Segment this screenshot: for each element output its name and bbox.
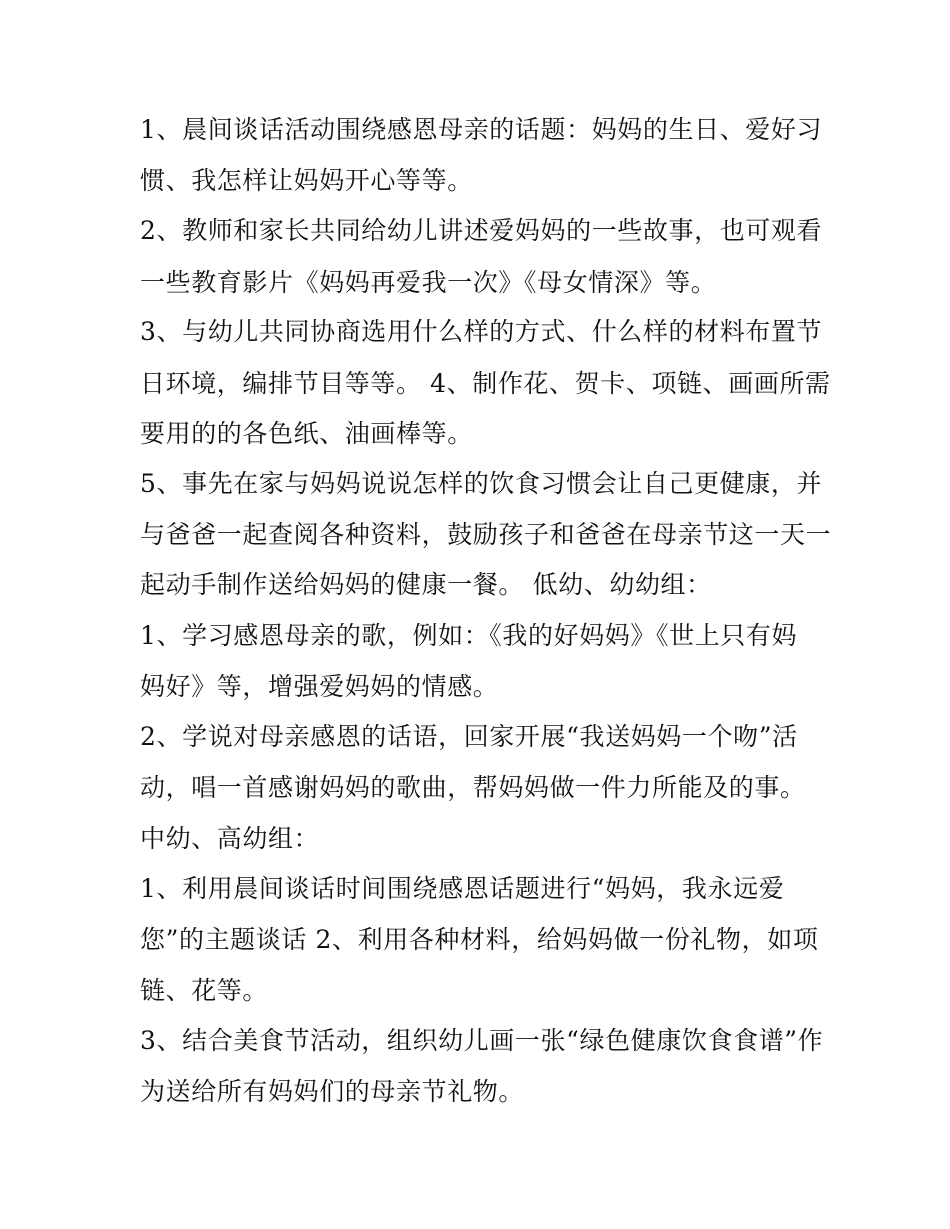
text-line: 惯、我怎样让妈妈开心等等。: [140, 166, 473, 195]
text-line: 妈好》等，增强爱妈妈的情感。: [140, 672, 499, 701]
text-line: 链、花等。: [140, 976, 269, 1005]
text-line: 2、学说对母亲感恩的话语，回家开展“我送妈妈一个吻”活: [140, 722, 798, 751]
text-line: 中幼、高幼组：: [140, 824, 320, 853]
text-line: 1、晨间谈话活动围绕感恩母亲的话题：妈妈的生日、爱好习: [140, 115, 823, 144]
text-line: 要用的的各色纸、油画棒等。: [140, 419, 473, 448]
text-line: 1、利用晨间谈话时间围绕感恩话题进行“妈妈，我永远爱: [140, 874, 785, 903]
text-line: 3、与幼儿共同协商选用什么样的方式、什么样的材料布置节: [140, 317, 823, 346]
text-line: 3、结合美食节活动，组织幼儿画一张“绿色健康饮食食谱”作: [140, 1026, 824, 1055]
text-line: 起动手制作送给妈妈的健康一餐。 低幼、幼幼组：: [140, 570, 712, 599]
text-line: 1、学习感恩母亲的歌，例如：《我的好妈妈》《世上只有妈: [140, 621, 798, 650]
text-line: 与爸爸一起查阅各种资料，鼓励孩子和爸爸在母亲节这一天一: [140, 520, 832, 549]
text-line: 日环境，编排节目等等。 4、制作花、贺卡、项链、画画所需: [140, 369, 831, 398]
text-line: 您”的主题谈话 2、利用各种材料，给妈妈做一份礼物，如项: [140, 925, 819, 954]
text-line: 为送给所有妈妈们的母亲节礼物。: [140, 1077, 525, 1106]
text-line: 5、事先在家与妈妈说说怎样的饮食习惯会让自己更健康，并: [140, 469, 823, 498]
text-line: 一些教育影片《妈妈再爱我一次》《母女情深》等。: [140, 268, 717, 297]
text-line: 动，唱一首感谢妈妈的歌曲，帮妈妈做一件力所能及的事。: [140, 773, 806, 802]
text-line: 2、教师和家长共同给幼儿讲述爱妈妈的一些故事，也可观看: [140, 216, 823, 245]
